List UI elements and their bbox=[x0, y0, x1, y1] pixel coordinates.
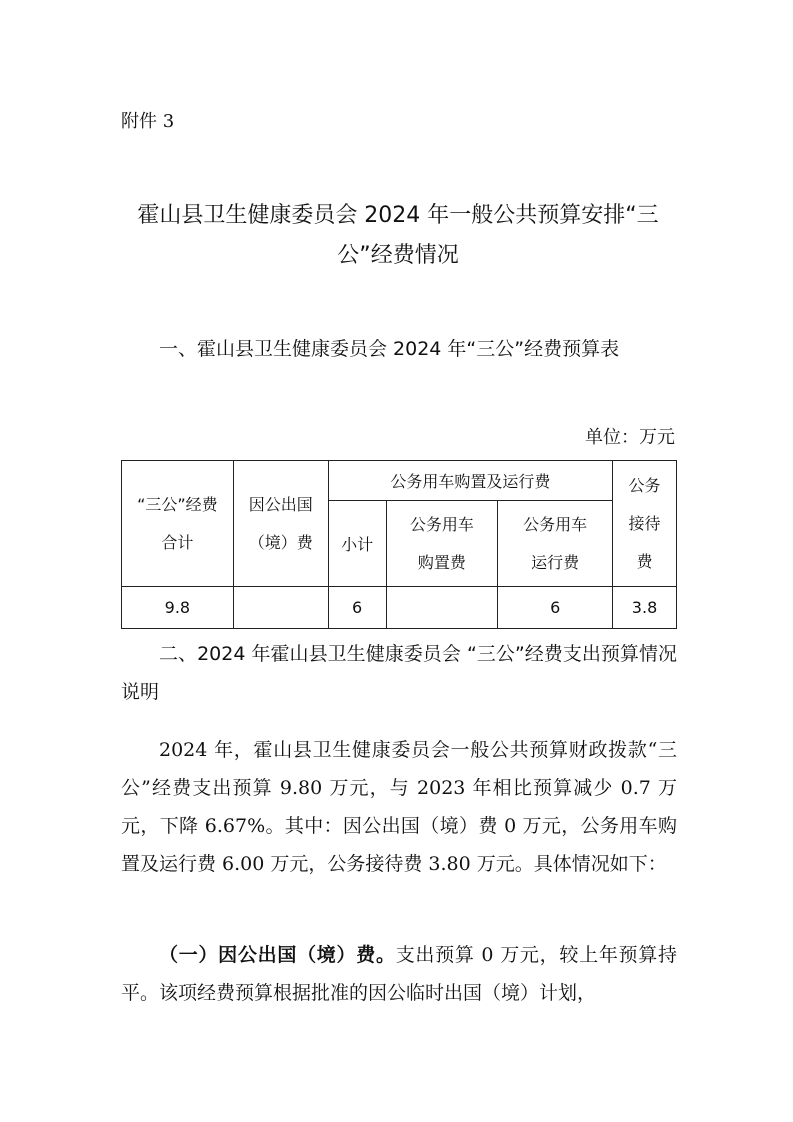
header-total: “三公”经费合计 bbox=[122, 461, 234, 587]
unit-label: 单位：万元 bbox=[585, 427, 675, 448]
header-reception: 公务接待费 bbox=[613, 461, 677, 587]
item1-label: （一）因公出国（境）费。 bbox=[159, 944, 396, 966]
header-vehicle-group: 公务用车购置及运行费 bbox=[328, 461, 612, 501]
header-vehicle-purchase: 公务用车购置费 bbox=[386, 501, 498, 587]
cell-reception: 3.8 bbox=[613, 587, 677, 629]
item1-paragraph bbox=[121, 936, 677, 1012]
section1-heading: 一、霍山县卫生健康委员会 2024 年“三公”经费预算表 bbox=[159, 338, 620, 360]
header-vehicle-operation: 公务用车运行费 bbox=[498, 501, 613, 587]
attachment-label: 附件 3 bbox=[121, 111, 175, 132]
cell-vehicle-purchase bbox=[386, 587, 498, 629]
cell-total: 9.8 bbox=[122, 587, 234, 629]
cell-subtotal: 6 bbox=[328, 587, 386, 629]
cell-abroad bbox=[233, 587, 328, 629]
header-abroad: 因公出国（境）费 bbox=[233, 461, 328, 587]
header-subtotal: 小计 bbox=[328, 501, 386, 587]
item1-text: 支出预算 0 万元，较上年预算持平。该项经费预算根据批准的因公临时出国（境）计划， bbox=[121, 944, 677, 1004]
cell-vehicle-operation: 6 bbox=[498, 587, 613, 629]
document-title: 霍山县卫生健康委员会 2024 年一般公共预算安排“三公”经费情况 bbox=[137, 203, 659, 268]
section2-heading: 二、2024 年霍山县卫生健康委员会 “三公”经费支出预算情况说明 bbox=[121, 643, 677, 703]
budget-table bbox=[121, 460, 677, 629]
body-paragraph: 2024 年，霍山县卫生健康委员会一般公共预算财政拨款“三公”经费支出预算 9.80 万元，与 2023 年相比预算减少 0.7 万元，下降 6.67%。其中：因公出国（境）费 0 万元，公务用车购置及运行费 6.00 万元，公务接待费 3.80 万元。具体情况如下： bbox=[121, 739, 677, 875]
